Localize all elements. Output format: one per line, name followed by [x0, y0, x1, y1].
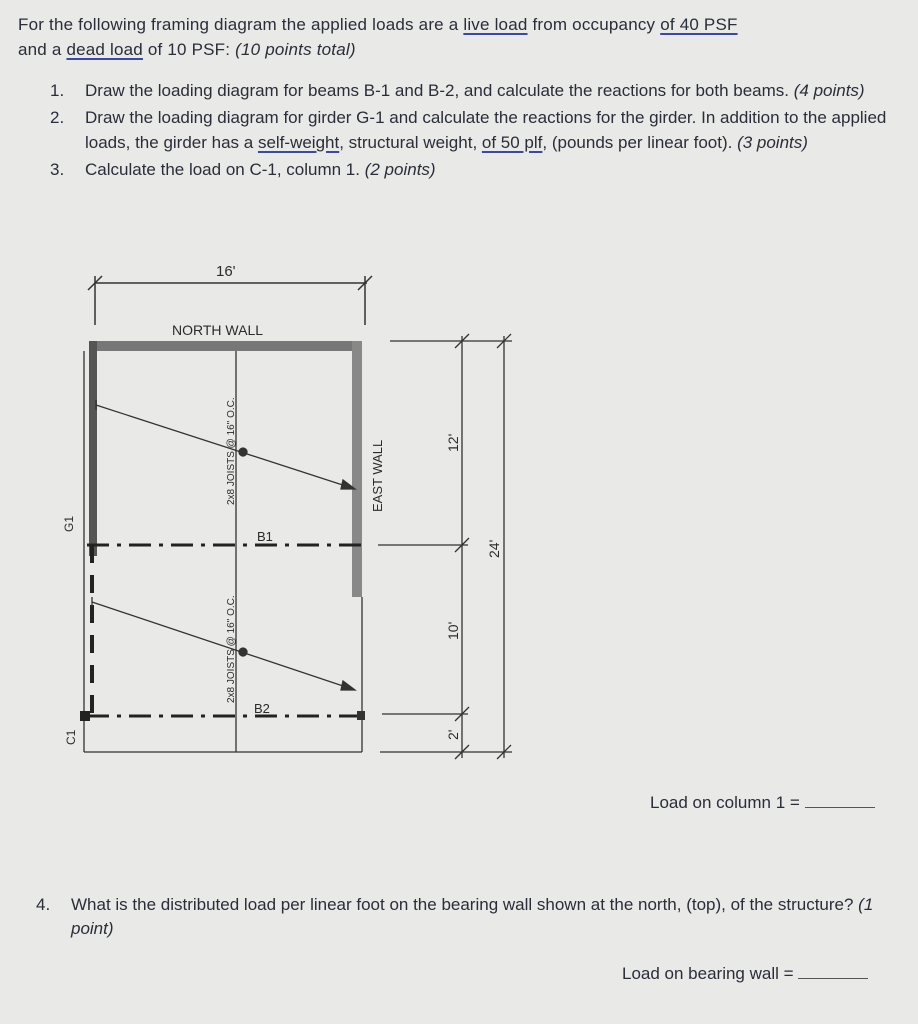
- question-3: 3. Calculate the load on C-1, column 1. (2 points): [50, 160, 436, 179]
- frame-outline: [84, 351, 362, 752]
- joist-arrow-bottom: [92, 597, 355, 690]
- column-c1-label: C1: [64, 729, 78, 745]
- dead-load-term: dead load: [66, 40, 143, 59]
- east-wall-label: EAST WALL: [370, 439, 385, 512]
- live-load-term: live load: [463, 15, 528, 34]
- north-wall: [90, 341, 362, 351]
- joists-label-bottom: 2x8 JOISTS @ 16" O.C.: [226, 595, 237, 703]
- dim-2ft-label: 2': [445, 729, 461, 740]
- north-wall-label: NORTH WALL: [172, 322, 264, 338]
- dim-24ft-label: 24': [486, 539, 502, 558]
- beam-b2-label: B2: [254, 701, 270, 716]
- intro-points: (10 points total): [235, 40, 356, 59]
- west-wall-upper: [89, 341, 97, 556]
- column-load-blank[interactable]: [805, 793, 875, 808]
- column-c2-mark: [357, 711, 365, 720]
- question-2: 2. Draw the loading diagram for girder G-1 and calculate the reactions for the girder. In addition to the applied loads, the girder has a self-weight, structural weight, of 50 plf, (pounds per linear foot). (3 points): [50, 108, 887, 152]
- dim-12ft-label: 12': [445, 433, 461, 452]
- dimension-16ft: [88, 276, 372, 325]
- girder-g1-label: G1: [62, 515, 76, 532]
- column-load-answer: Load on column 1 =: [650, 793, 875, 813]
- intro-paragraph: For the following framing diagram the applied loads are a live load from occupancy of 40 PSF and a dead load of 10 PSF: (10 points total): [18, 15, 738, 59]
- dimension-16ft-label: 16': [216, 263, 236, 280]
- question-4: 4. What is the distributed load per linear foot on the bearing wall shown at the north, (top), of the structure? (1 point): [36, 895, 874, 938]
- east-wall: [352, 341, 362, 597]
- question-1: 1. Draw the loading diagram for beams B-1 and B-2, and calculate the reactions for both beams. (4 points): [50, 81, 865, 100]
- beam-b1-label: B1: [257, 529, 273, 544]
- live-load-value: of 40 PSF: [660, 15, 738, 34]
- column-c1-mark: [80, 711, 90, 721]
- wall-load-answer: Load on bearing wall =: [622, 964, 868, 984]
- wall-load-blank[interactable]: [798, 964, 868, 979]
- joists-label-top: 2x8 JOISTS @ 16" O.C.: [226, 397, 237, 505]
- dim-10ft-label: 10': [445, 621, 461, 640]
